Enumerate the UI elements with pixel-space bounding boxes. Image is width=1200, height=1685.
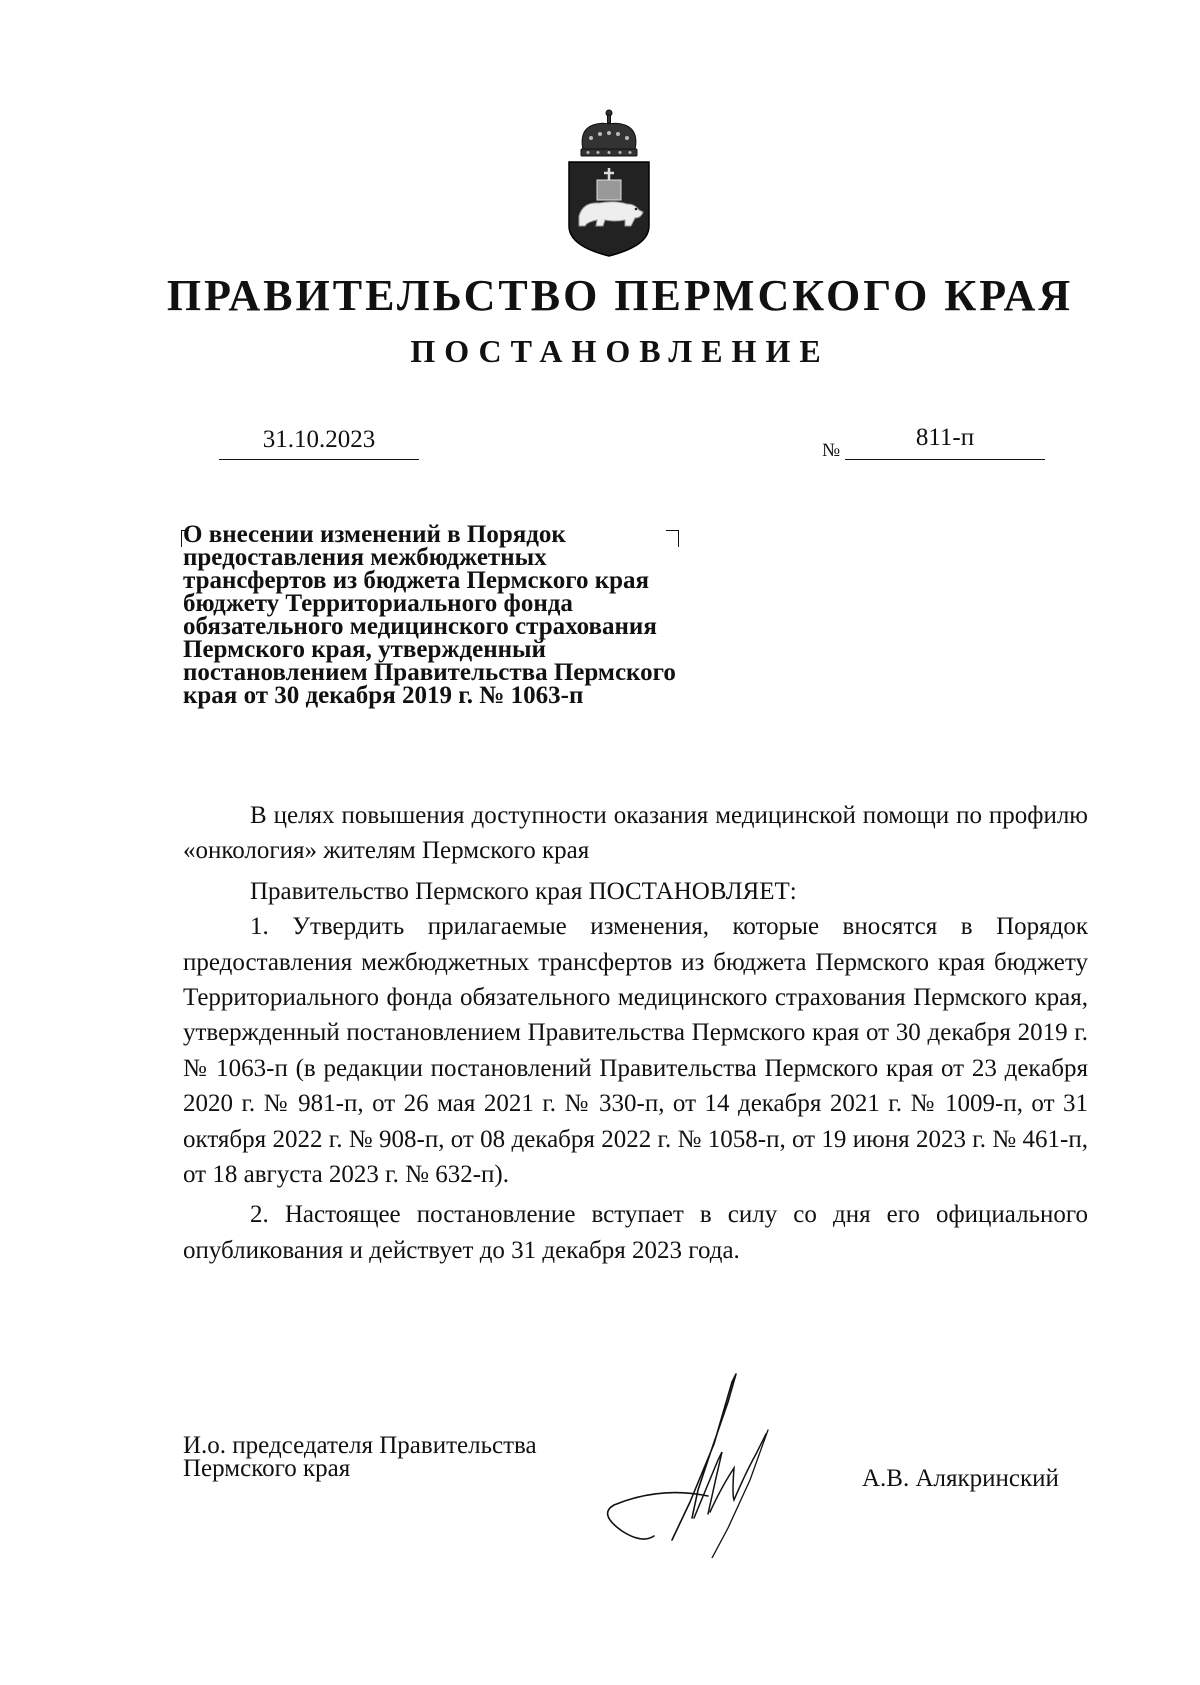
subject-line: О внесении изменений в Порядок xyxy=(183,521,566,548)
subject-line: края от 30 декабря 2019 г. № 1063-п xyxy=(183,682,584,709)
subject-line: бюджету Территориального фонда xyxy=(183,590,573,617)
decree-date: 31.10.2023 xyxy=(219,425,419,460)
subject-line: трансфертов из бюджета Пермского края xyxy=(183,567,650,594)
preamble-paragraph: В целях повышения доступности оказания медицинской помощи по профилю «онкология» жителям Пермского края xyxy=(183,802,1088,865)
signatory-title xyxy=(183,1434,537,1480)
clause-1-paragraph: 1. Утвердить прилагаемые изменения, которые вносятся в Порядок предоставления межбюджетных трансфертов из бюджета Пермского края бюджету Территориального фонда обязательного медицинского страхования Пермского края, утвержденный постановлением Правительства Пермского края от 30 декабря 2019 г. № 1063-п (в редакции постановлений Правительства Пермского края от 23 декабря 2020 г. № 981-п, от 26 мая 2021 г. № 330-п, от 14 декабря 2021 г. № 1009-п, от 31 октября 2022 г. № 908-п, от 08 декабря 2022 г. № 1058-п, от 19 июня 2023 г. № 461-п, от 18 августа 2023 г. № 632-п). xyxy=(183,913,1088,1189)
handwritten-signature-icon xyxy=(600,1368,830,1558)
signatory-name: А.В. Алякринский xyxy=(862,1465,1059,1492)
resolution-paragraph: Правительство Пермского края ПОСТАНОВЛЯЕТ: xyxy=(250,877,797,905)
government-title: ПРАВИТЕЛЬСТВО ПЕРМСКОГО КРАЯ xyxy=(166,271,1074,320)
decree-body xyxy=(183,798,1088,1268)
subject-line: предоставления межбюджетных xyxy=(183,544,547,571)
decree-subject xyxy=(183,523,743,707)
signatory-title-line: И.о. председателя Правительства xyxy=(183,1432,537,1459)
signatory-title-line: Пермского края xyxy=(183,1455,351,1482)
subject-line: Пермского края, утвержденный xyxy=(183,636,546,663)
number-sign: № xyxy=(822,440,841,461)
document-type-heading: ПОСТАНОВЛЕНИЕ xyxy=(410,333,830,369)
perm-krai-coat-of-arms-icon xyxy=(563,108,655,258)
subject-line: обязательного медицинского страхования xyxy=(183,613,657,640)
subject-line: постановлением Правительства Пермского xyxy=(183,659,676,686)
decree-number: 811-п xyxy=(845,423,1045,460)
clause-2-paragraph: 2. Настоящее постановление вступает в силу со дня его официального опубликования и действует до 31 декабря 2023 года. xyxy=(183,1201,1088,1264)
